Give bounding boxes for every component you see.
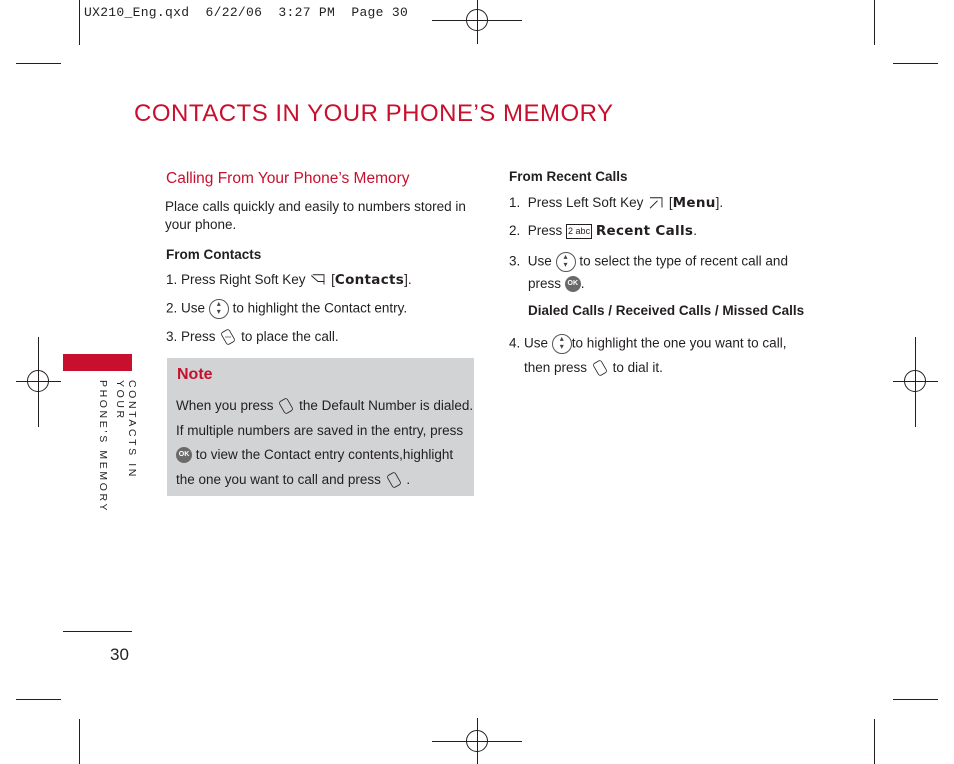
step-text: to place the call.	[241, 329, 339, 344]
side-label-line: PHONE’S MEMORY	[97, 380, 109, 514]
bracket: ].	[404, 272, 412, 287]
step-text: Press Left Soft Key	[527, 195, 644, 210]
step-number: 1.	[509, 195, 521, 210]
recent-step-4-line2	[524, 359, 663, 377]
intro-line: your phone.	[165, 217, 237, 232]
menu-label-menu: Menu	[672, 195, 716, 211]
bracket: ].	[715, 195, 724, 210]
recent-step-3-line2	[528, 275, 585, 293]
menu-label-recent-calls: Recent Calls	[595, 223, 694, 239]
registration-circle	[466, 9, 488, 31]
note-text: the Default Number is dialed.	[299, 398, 474, 413]
step-text: Use	[527, 253, 552, 269]
note-text: .	[406, 471, 411, 487]
ok-key-icon: OK	[176, 447, 192, 463]
side-label-line: CONTACTS IN YOUR	[114, 380, 138, 479]
navigation-key-icon: ▴ ▾	[209, 299, 229, 319]
crop-mark	[16, 63, 61, 64]
recent-step-1	[509, 194, 723, 212]
crop-mark	[893, 699, 938, 700]
step-text: 4. Use	[509, 335, 549, 351]
footer-rule	[63, 631, 132, 632]
recent-step-4	[509, 334, 786, 354]
step-text: to select the type of recent call and	[579, 253, 788, 269]
contacts-step-3	[166, 328, 339, 346]
note-title: Note	[177, 366, 213, 383]
section-tab	[63, 354, 132, 371]
contacts-step-1	[166, 271, 412, 289]
note-body	[176, 394, 473, 492]
navigation-key-icon: ▴ ▾	[556, 252, 576, 272]
crop-mark	[79, 719, 80, 764]
step-number: 2.	[509, 223, 521, 238]
from-recent-heading: From Recent Calls	[509, 169, 628, 184]
page-number: 30	[110, 645, 129, 664]
step-text: .	[693, 223, 697, 238]
note-line	[176, 443, 473, 468]
send-key-icon	[591, 359, 609, 377]
page-title: CONTACTS IN YOUR PHONE’S MEMORY	[134, 100, 614, 127]
intro-paragraph	[165, 198, 466, 234]
note-line	[176, 394, 473, 419]
menu-label-contacts: Contacts	[334, 272, 405, 288]
side-section-label	[94, 380, 138, 520]
note-line	[176, 468, 473, 493]
from-contacts-heading: From Contacts	[166, 247, 262, 262]
navigation-key-icon: ▴ ▾	[552, 334, 572, 354]
step-text: .	[580, 276, 585, 291]
step-text: 2. Use	[166, 300, 206, 316]
recent-step-2	[509, 222, 697, 240]
right-soft-key-icon	[309, 271, 327, 289]
step-text: to dial it.	[612, 360, 663, 375]
step-text: 3. Press	[166, 329, 216, 344]
crop-mark	[893, 63, 938, 64]
step-text: press	[528, 276, 562, 291]
note-text: When you press	[176, 398, 274, 413]
send-key-icon	[385, 471, 403, 489]
note-text: the one you want to call and press	[176, 471, 381, 487]
send-key-icon	[277, 397, 295, 415]
step-text: then press	[524, 360, 588, 375]
step-text: to highlight the Contact entry.	[232, 300, 408, 316]
crop-mark	[874, 719, 875, 764]
key-2-icon: 2 abc	[566, 224, 592, 239]
contacts-step-2	[166, 299, 407, 319]
crop-mark	[79, 0, 80, 45]
registration-circle	[27, 370, 49, 392]
crop-mark	[874, 0, 875, 45]
note-text: to view the Contact entry contents,highlight	[195, 447, 454, 462]
crop-mark	[16, 699, 61, 700]
left-soft-key-icon	[647, 194, 665, 212]
intro-line: Place calls quickly and easily to numbers stored in	[165, 199, 466, 214]
file-info-header: UX210_Eng.qxd 6/22/06 3:27 PM Page 30	[84, 5, 409, 20]
ok-key-icon: OK	[565, 276, 581, 292]
bracket: [	[668, 195, 673, 210]
step-number: 3.	[509, 253, 521, 269]
step-text: Press	[527, 223, 563, 238]
recent-step-3	[509, 252, 788, 272]
step-text: to highlight the one you want to call,	[571, 335, 787, 351]
bracket: [	[331, 272, 335, 287]
step-text: 1. Press Right Soft Key	[166, 272, 306, 287]
note-line: If multiple numbers are saved in the entry, press	[176, 422, 464, 438]
call-types: Dialed Calls / Received Calls / Missed Calls	[528, 303, 805, 318]
registration-circle	[466, 730, 488, 752]
section-subtitle: Calling From Your Phone’s Memory	[166, 170, 410, 187]
send-key-icon	[219, 328, 237, 346]
registration-circle	[904, 370, 926, 392]
